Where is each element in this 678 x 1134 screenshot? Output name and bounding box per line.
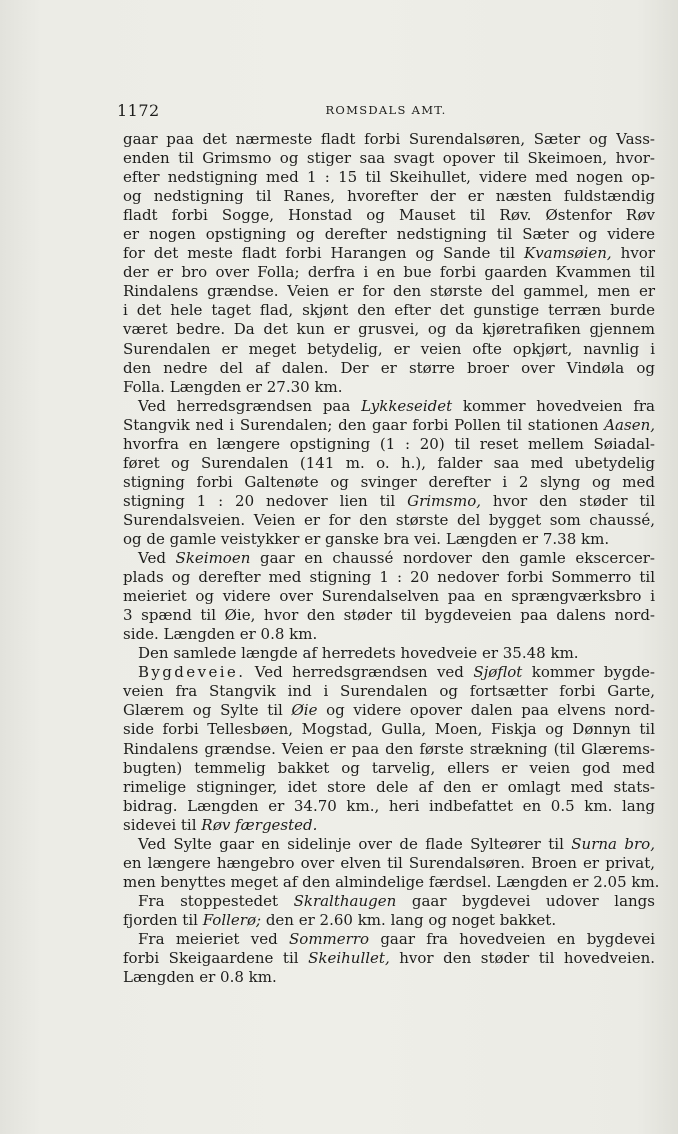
text-line <box>123 206 655 225</box>
text-line <box>123 359 655 378</box>
italic-place-name: Lykkeseidet <box>361 396 453 415</box>
text-segment: føret og Surendalen (141 m. o. h.), falder saa med ubetydelig <box>123 453 655 472</box>
text-segment: forbi Skeigaardene til <box>123 949 309 968</box>
text-segment: plads og derefter med stigning 1 : 20 nedover forbi Sommerro til <box>123 568 655 587</box>
text-line <box>123 892 655 911</box>
text-segment: sidevei til <box>123 815 202 834</box>
text-segment: Surendalen er meget betydelig, er veien ofte opkjørt, navnlig i <box>123 339 655 358</box>
text-segment: enden til Grimsmo og stiger saa svagt opover til Skeimoen, hvor- <box>123 149 655 168</box>
text-line <box>123 435 655 454</box>
text-segment: Fra meieriet ved <box>138 929 290 948</box>
italic-place-name: Grimsmo, <box>407 491 481 510</box>
text-line <box>123 816 655 835</box>
section-title: ROMSDALS AMT. <box>325 103 447 117</box>
text-segment: Glærem og Sylte til <box>123 701 292 720</box>
text-line <box>123 320 655 339</box>
text-segment: rimelige stigninger, idet store dele af den er omlagt med stats- <box>123 777 655 796</box>
text-segment: hvor den støder til hovedveien. <box>389 949 655 968</box>
text-segment: den er 2.60 km. lang og noget bakket. <box>261 910 557 929</box>
text-segment: side. Længden er 0.8 km. <box>123 625 318 644</box>
text-line <box>123 930 655 949</box>
text-line <box>123 968 655 987</box>
italic-place-name: Kvamsøien, <box>524 244 612 263</box>
text-segment: Ved Sylte gaar en sidelinje over de flade Sylteører til <box>138 834 572 853</box>
text-line <box>123 397 655 416</box>
italic-place-name: Skeimoen <box>175 549 251 568</box>
text-segment: der er bro over Folla; derfra i en bue forbi gaarden Kvammen til <box>123 263 655 282</box>
text-line <box>123 701 655 720</box>
text-line <box>123 530 655 549</box>
text-line <box>123 416 655 435</box>
italic-place-name: Sommerro <box>289 929 370 948</box>
text-segment: Ved herredsgrændsen ved <box>245 663 474 682</box>
italic-place-name: Øie <box>291 701 318 720</box>
text-line <box>123 454 655 473</box>
text-segment: en længere hængebro over elven til Surendalsøren. Broen er privat, <box>123 853 655 872</box>
text-segment: for det meste fladt forbi Harangen og Sande til <box>123 244 524 263</box>
text-segment: fjorden til <box>123 910 203 929</box>
text-segment: fladt forbi Sogge, Honstad og Mauset til Røv. Østenfor Røv <box>123 206 655 225</box>
text-segment: er nogen opstigning og derefter nedstigning til Sæter og videre <box>123 225 655 244</box>
text-line <box>123 168 655 187</box>
text-segment: Den samlede længde af herredets hovedveie er 35.48 km. <box>138 644 579 663</box>
text-segment: kommer bygde- <box>522 663 655 682</box>
text-segment: Folla. Længden er 27.30 km. <box>123 377 343 396</box>
text-line <box>123 625 655 644</box>
text-segment: gaar paa det nærmeste fladt forbi Surendalsøren, Sæter og Vass- <box>123 130 655 148</box>
text-segment: efter nedstigning med 1 : 15 til Skeihullet, videre med nogen op- <box>123 168 655 187</box>
text-line <box>123 949 655 968</box>
text-line <box>123 340 655 359</box>
text-line <box>123 644 655 663</box>
running-head <box>117 101 655 121</box>
text-line <box>123 473 655 492</box>
text-segment: Rindalens grændse. Veien er for den største del gammel, men er <box>123 282 655 301</box>
text-segment: og nedstigning til Ranes, hvorefter der er næsten fuldstændig <box>123 187 655 206</box>
text-line <box>123 282 655 301</box>
text-segment: Rindalens grændse. Veien er paa den første strækning (til Glærems- <box>123 739 655 758</box>
text-line <box>123 244 655 263</box>
text-line <box>123 130 655 149</box>
text-segment: gaar en chaussé nordover den gamle ekscercer- <box>250 549 655 568</box>
italic-place-name: Skralthaugen <box>293 891 397 910</box>
text-line <box>123 378 655 397</box>
text-segment: bugten) temmelig bakket og tarvelig, ellers er veien god med <box>123 758 655 777</box>
text-segment: været bedre. Da det kun er grusvei, og da kjøretrafiken gjennem <box>123 320 655 339</box>
text-line <box>123 740 655 759</box>
text-segment: gaar bygdevei udover langs <box>396 891 655 910</box>
text-segment: 3 spænd til Øie, hvor den støder til bygdeveien paa dalens nord- <box>123 606 655 625</box>
text-segment: bidrag. Længden er 34.70 km., heri indbefattet en 0.5 km. lang <box>123 796 655 815</box>
body-text <box>123 130 660 987</box>
text-segment: men benyttes meget af den almindelige færdsel. Længden er 2.05 km. <box>123 872 660 891</box>
text-line <box>123 187 655 206</box>
italic-place-name: Sjøflot <box>473 663 523 682</box>
text-segment: i det hele taget flad, skjønt den efter det gunstige terræn burde <box>123 301 655 320</box>
text-segment: side forbi Tellesbøen, Mogstad, Gulla, Moen, Fiskja og Dønnyn til <box>123 720 655 739</box>
text-line <box>123 492 655 511</box>
text-line <box>123 225 655 244</box>
italic-place-name: Follerø; <box>202 910 262 929</box>
text-line <box>123 911 655 930</box>
text-segment: gaar fra hovedveien en bygdevei <box>369 929 655 948</box>
text-line <box>123 511 655 530</box>
text-segment: stigning 1 : 20 nedover lien til <box>123 491 408 510</box>
page-number: 1172 <box>117 101 160 120</box>
text-segment: hvorfra en længere opstigning (1 : 20) til reset mellem Søiadal- <box>123 434 655 453</box>
text-line <box>123 797 655 816</box>
text-segment: kommer hovedveien fra <box>452 396 655 415</box>
text-segment: Ved <box>138 549 176 568</box>
text-line <box>123 549 655 568</box>
text-segment: og de gamle veistykker er ganske bra vei. Længden er 7.38 km. <box>123 529 610 548</box>
text-segment: og videre opover dalen paa elvens nord- <box>317 701 655 720</box>
text-line <box>123 759 655 778</box>
text-line <box>123 663 655 682</box>
text-segment: Længden er 0.8 km. <box>123 968 277 987</box>
italic-place-name: Surna bro, <box>571 834 655 853</box>
text-line <box>123 587 655 606</box>
text-line <box>123 835 655 854</box>
italic-place-name: Røv færgested. <box>201 815 318 834</box>
text-line <box>123 606 655 625</box>
text-segment: Surendalsveien. Veien er for den største del bygget som chaussé, <box>123 510 655 529</box>
text-line <box>123 778 655 797</box>
italic-place-name: Skeihullet, <box>308 949 390 968</box>
text-line <box>123 720 655 739</box>
section-lead-word: Bygdeveie. <box>138 663 246 682</box>
text-line <box>123 301 655 320</box>
text-segment: den nedre del af dalen. Der er større broer over Vindøla og <box>123 358 655 377</box>
text-segment: hvor den støder til <box>481 491 655 510</box>
text-line <box>123 149 655 168</box>
text-segment: Stangvik ned i Surendalen; den gaar forbi Pollen til stationen <box>123 415 605 434</box>
text-segment: veien fra Stangvik ind i Surendalen og fortsætter forbi Garte, <box>123 682 655 701</box>
text-line <box>123 854 655 873</box>
text-segment: hvor <box>611 244 655 263</box>
text-segment: stigning forbi Galtenøte og svinger derefter i 2 slyng og med <box>123 472 655 491</box>
italic-place-name: Aasen, <box>604 415 655 434</box>
text-line <box>123 682 655 701</box>
text-line <box>123 263 655 282</box>
text-segment: Fra stoppestedet <box>138 891 294 910</box>
text-segment: Ved herredsgrændsen paa <box>138 396 362 415</box>
text-segment: meieriet og videre over Surendalselven paa en sprængværksbro i <box>123 587 655 606</box>
text-line <box>123 568 655 587</box>
text-line <box>123 872 660 892</box>
